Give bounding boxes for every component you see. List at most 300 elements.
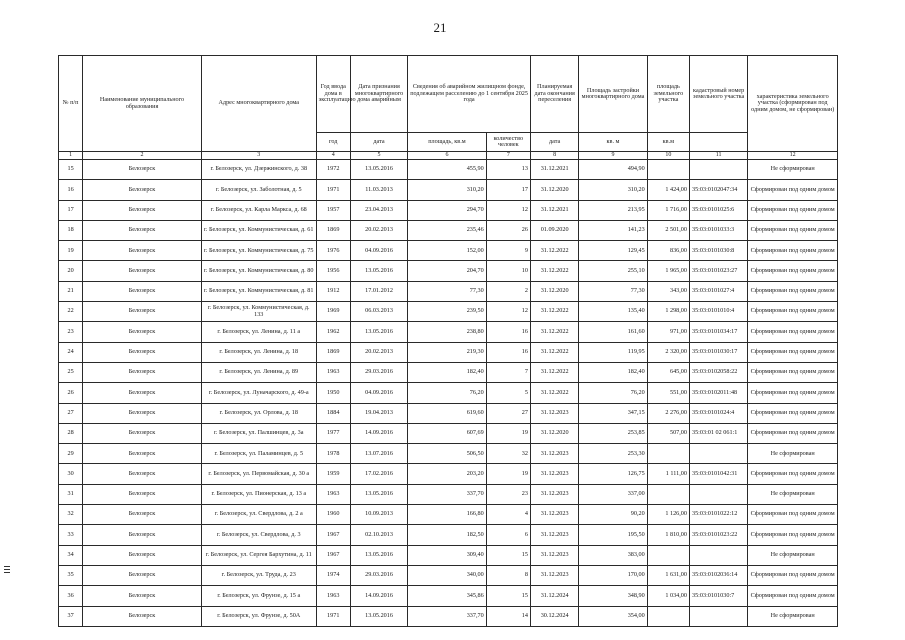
row-number: 37 (59, 606, 83, 626)
table-row (59, 180, 838, 200)
recognition-date-cell: 29.03.2016 (350, 565, 407, 585)
planned-date-cell: 31.12.2021 (530, 160, 578, 180)
column-number: 3 (201, 152, 316, 160)
table-row (59, 505, 838, 525)
table-row (59, 362, 838, 382)
municipality-cell: Белозерск (83, 160, 202, 180)
people-cell: 14 (486, 606, 530, 626)
column-number: 5 (350, 152, 407, 160)
recognition-date-cell: 13.07.2016 (350, 444, 407, 464)
status-cell: Сформирован под одним домом (748, 423, 838, 443)
header-recognition: Дата признания многоквартирного дома аварийным (350, 56, 407, 133)
year-cell: 1912 (316, 281, 350, 301)
people-cell: 16 (486, 322, 530, 342)
year-cell: 1960 (316, 505, 350, 525)
municipality-cell: Белозерск (83, 586, 202, 606)
header-characteristic: характеристика земельного участка (сформирован под одним домом, не сформирован) (748, 56, 838, 152)
planned-date-cell: 31.12.2021 (530, 200, 578, 220)
built-area-cell: 213,95 (579, 200, 647, 220)
planned-date-cell: 31.12.2020 (530, 180, 578, 200)
land-area-cell: 1 424,00 (647, 180, 689, 200)
people-cell: 4 (486, 505, 530, 525)
built-area-cell: 255,10 (579, 261, 647, 281)
cadastral-cell: 35:03:0102047:34 (689, 180, 747, 200)
area-cell: 219,30 (408, 342, 487, 362)
column-number: 9 (579, 152, 647, 160)
row-number: 32 (59, 505, 83, 525)
cadastral-cell: 35:03:0101025:6 (689, 200, 747, 220)
land-area-cell (647, 160, 689, 180)
emergency-housing-table (58, 55, 838, 627)
people-cell: 7 (486, 362, 530, 382)
subheader-empty (689, 133, 747, 152)
column-number: 1 (59, 152, 83, 160)
municipality-cell: Белозерск (83, 484, 202, 504)
address-cell: г. Белозерск, ул. Палшинцев, д. 3а (201, 423, 316, 443)
area-cell: 238,80 (408, 322, 487, 342)
people-cell: 2 (486, 281, 530, 301)
cadastral-cell: 35:03:0101024:4 (689, 403, 747, 423)
recognition-date-cell: 06.03.2013 (350, 302, 407, 322)
built-area-cell: 310,20 (579, 180, 647, 200)
address-cell: г. Белозерск, ул. Дзержинского, д. 38 (201, 160, 316, 180)
land-area-cell: 343,00 (647, 281, 689, 301)
planned-date-cell: 31.12.2022 (530, 342, 578, 362)
built-area-cell: 161,60 (579, 322, 647, 342)
cadastral-cell: 35:03:0102036:14 (689, 565, 747, 585)
address-cell: г. Белозерск, ул. Коммунистическая, д. 75 (201, 241, 316, 261)
status-cell: Сформирован под одним домом (748, 342, 838, 362)
built-area-cell: 182,40 (579, 362, 647, 382)
cadastral-cell: 35:03:0101010:4 (689, 302, 747, 322)
land-area-cell: 507,00 (647, 423, 689, 443)
column-number: 7 (486, 152, 530, 160)
recognition-date-cell: 20.02.2013 (350, 342, 407, 362)
built-area-cell: 354,00 (579, 606, 647, 626)
municipality-cell: Белозерск (83, 322, 202, 342)
status-cell: Сформирован под одним домом (748, 362, 838, 382)
municipality-cell: Белозерск (83, 241, 202, 261)
status-cell: Сформирован под одним домом (748, 322, 838, 342)
address-cell: г. Белозерск, ул. Ленина, д. 89 (201, 362, 316, 382)
table-row (59, 281, 838, 301)
land-area-cell: 1 810,00 (647, 525, 689, 545)
year-cell: 1976 (316, 241, 350, 261)
table-row (59, 525, 838, 545)
land-area-cell: 1 716,00 (647, 200, 689, 220)
column-number: 11 (689, 152, 747, 160)
status-cell: Не сформирован (748, 444, 838, 464)
year-cell: 1956 (316, 261, 350, 281)
municipality-cell: Белозерск (83, 423, 202, 443)
built-area-cell: 76,20 (579, 383, 647, 403)
area-cell: 619,60 (408, 403, 487, 423)
row-number: 34 (59, 545, 83, 565)
subheader-people: количество человек (486, 133, 530, 152)
year-cell: 1962 (316, 322, 350, 342)
column-number: 8 (530, 152, 578, 160)
year-cell: 1971 (316, 180, 350, 200)
recognition-date-cell: 13.05.2016 (350, 322, 407, 342)
planned-date-cell: 31.12.2023 (530, 545, 578, 565)
table-row (59, 545, 838, 565)
cadastral-cell: 35:03:0101030:17 (689, 342, 747, 362)
area-cell: 76,20 (408, 383, 487, 403)
cadastral-cell: 35:03:0101034:17 (689, 322, 747, 342)
built-area-cell: 253,85 (579, 423, 647, 443)
row-number: 19 (59, 241, 83, 261)
address-cell: г. Белозерск, ул. Свердлова, д. 2 а (201, 505, 316, 525)
municipality-cell: Белозерск (83, 505, 202, 525)
planned-date-cell: 01.09.2020 (530, 220, 578, 240)
built-area-cell: 195,50 (579, 525, 647, 545)
area-cell: 166,80 (408, 505, 487, 525)
status-cell: Сформирован под одним домом (748, 403, 838, 423)
built-area-cell: 383,00 (579, 545, 647, 565)
header-municipality: Наименование муниципального образования (83, 56, 202, 152)
area-cell: 294,70 (408, 200, 487, 220)
cadastral-cell: 35:03:0101023:22 (689, 525, 747, 545)
address-cell: г. Белозерск, ул. Орлова, д. 18 (201, 403, 316, 423)
status-cell: Сформирован под одним домом (748, 464, 838, 484)
land-area-cell: 2 320,00 (647, 342, 689, 362)
people-cell: 6 (486, 525, 530, 545)
column-number: 6 (408, 152, 487, 160)
row-number: 22 (59, 302, 83, 322)
row-number: 17 (59, 200, 83, 220)
recognition-date-cell: 11.03.2013 (350, 180, 407, 200)
address-cell: г. Белозерск, ул. Свердлова, д. 3 (201, 525, 316, 545)
address-cell: г. Белозерск, ул. Сергея Бархутина, д. 11 (201, 545, 316, 565)
municipality-cell: Белозерск (83, 220, 202, 240)
cadastral-cell: 35:03:0101030:8 (689, 241, 747, 261)
municipality-cell: Белозерск (83, 281, 202, 301)
header-year: Год ввода дома в эксплуатацию (316, 56, 350, 133)
land-area-cell: 645,00 (647, 362, 689, 382)
planned-date-cell: 31.12.2022 (530, 302, 578, 322)
land-area-cell: 2 501,00 (647, 220, 689, 240)
municipality-cell: Белозерск (83, 261, 202, 281)
table-row (59, 565, 838, 585)
subheader-year: год (316, 133, 350, 152)
area-cell: 182,50 (408, 525, 487, 545)
built-area-cell: 337,00 (579, 484, 647, 504)
municipality-cell: Белозерск (83, 180, 202, 200)
recognition-date-cell: 13.05.2016 (350, 160, 407, 180)
built-area-cell: 129,45 (579, 241, 647, 261)
row-number: 15 (59, 160, 83, 180)
recognition-date-cell: 14.09.2016 (350, 423, 407, 443)
year-cell: 1967 (316, 525, 350, 545)
header-land-area: площадь земельного участка (647, 56, 689, 133)
municipality-cell: Белозерск (83, 362, 202, 382)
people-cell: 15 (486, 586, 530, 606)
area-cell: 239,50 (408, 302, 487, 322)
land-area-cell (647, 545, 689, 565)
row-number: 36 (59, 586, 83, 606)
cadastral-cell: 35:03:0101042:31 (689, 464, 747, 484)
municipality-cell: Белозерск (83, 302, 202, 322)
cadastral-cell (689, 606, 747, 626)
status-cell: Сформирован под одним домом (748, 383, 838, 403)
status-cell: Сформирован под одним домом (748, 220, 838, 240)
planned-date-cell: 31.12.2020 (530, 423, 578, 443)
row-number: 23 (59, 322, 83, 342)
planned-date-cell: 31.12.2022 (530, 261, 578, 281)
year-cell: 1967 (316, 545, 350, 565)
address-cell: г. Белозерск, ул. Фрунзе, д. 15 а (201, 586, 316, 606)
cadastral-cell: 35:03:0101033:3 (689, 220, 747, 240)
header-cadastral: кадастровый номер земельного участка (689, 56, 747, 133)
recognition-date-cell: 04.09.2016 (350, 383, 407, 403)
status-cell: Не сформирован (748, 606, 838, 626)
table-row (59, 383, 838, 403)
year-cell: 1959 (316, 464, 350, 484)
table-row (59, 241, 838, 261)
address-cell: г. Белозерск, ул. Ленина, д. 18 (201, 342, 316, 362)
status-cell: Не сформирован (748, 160, 838, 180)
planned-date-cell: 31.12.2022 (530, 362, 578, 382)
cadastral-cell: 35:03:0101023:27 (689, 261, 747, 281)
land-area-cell: 551,00 (647, 383, 689, 403)
recognition-date-cell: 29.03.2016 (350, 362, 407, 382)
row-number: 24 (59, 342, 83, 362)
people-cell: 23 (486, 484, 530, 504)
status-cell: Сформирован под одним домом (748, 200, 838, 220)
recognition-date-cell: 14.09.2016 (350, 586, 407, 606)
land-area-cell: 1 126,00 (647, 505, 689, 525)
land-area-cell: 1 631,00 (647, 565, 689, 585)
area-cell: 340,00 (408, 565, 487, 585)
status-cell: Сформирован под одним домом (748, 586, 838, 606)
status-cell: Сформирован под одним домом (748, 180, 838, 200)
row-number: 21 (59, 281, 83, 301)
people-cell: 15 (486, 545, 530, 565)
built-area-cell: 494,90 (579, 160, 647, 180)
people-cell: 10 (486, 261, 530, 281)
header-num: № п/п (59, 56, 83, 152)
people-cell: 8 (486, 565, 530, 585)
built-area-cell: 141,23 (579, 220, 647, 240)
table-row (59, 484, 838, 504)
table-row (59, 160, 838, 180)
recognition-date-cell: 23.04.2013 (350, 200, 407, 220)
row-number: 29 (59, 444, 83, 464)
cadastral-cell (689, 160, 747, 180)
land-area-cell (647, 484, 689, 504)
area-cell: 152,00 (408, 241, 487, 261)
table-row (59, 464, 838, 484)
area-cell: 203,20 (408, 464, 487, 484)
address-cell: г. Белозерск, ул. Ленина, д. 11 а (201, 322, 316, 342)
planned-date-cell: 31.12.2023 (530, 525, 578, 545)
column-number: 4 (316, 152, 350, 160)
municipality-cell: Белозерск (83, 403, 202, 423)
address-cell: г. Белозерск, ул. Труда, д. 23 (201, 565, 316, 585)
status-cell: Не сформирован (748, 545, 838, 565)
row-number: 35 (59, 565, 83, 585)
recognition-date-cell: 19.04.2013 (350, 403, 407, 423)
year-cell: 1963 (316, 484, 350, 504)
built-area-cell: 253,30 (579, 444, 647, 464)
people-cell: 19 (486, 464, 530, 484)
recognition-date-cell: 13.05.2016 (350, 261, 407, 281)
planned-date-cell: 30.12.2024 (530, 606, 578, 626)
people-cell: 9 (486, 241, 530, 261)
address-cell: г. Белозерск, ул. Карла Маркса, д. 68 (201, 200, 316, 220)
cadastral-cell: 35:03:0101022:12 (689, 505, 747, 525)
people-cell: 17 (486, 180, 530, 200)
address-cell: г. Белозерск, ул. Коммунистическая, д. 80 (201, 261, 316, 281)
planned-date-cell: 31.12.2023 (530, 444, 578, 464)
column-number: 12 (748, 152, 838, 160)
status-cell: Сформирован под одним домом (748, 302, 838, 322)
row-number: 18 (59, 220, 83, 240)
table-row (59, 200, 838, 220)
table-row (59, 220, 838, 240)
recognition-date-cell: 13.05.2016 (350, 606, 407, 626)
land-area-cell (647, 606, 689, 626)
cadastral-cell: 35:03:0102011:48 (689, 383, 747, 403)
status-cell: Сформирован под одним домом (748, 241, 838, 261)
people-cell: 12 (486, 302, 530, 322)
year-cell: 1869 (316, 342, 350, 362)
built-area-cell: 170,00 (579, 565, 647, 585)
address-cell: г. Белозерск, ул. Заболотная, д. 5 (201, 180, 316, 200)
cadastral-cell: 35:03:0101030:7 (689, 586, 747, 606)
header-built-area: Площадь застройки многоквартирного дома (579, 56, 647, 133)
year-cell: 1974 (316, 565, 350, 585)
people-cell: 5 (486, 383, 530, 403)
planned-date-cell: 31.12.2024 (530, 586, 578, 606)
planned-date-cell: 31.12.2023 (530, 403, 578, 423)
municipality-cell: Белозерск (83, 342, 202, 362)
land-area-cell: 971,00 (647, 322, 689, 342)
planned-date-cell: 31.12.2023 (530, 484, 578, 504)
built-area-cell: 135,40 (579, 302, 647, 322)
address-cell: г. Белозерск, ул. Паламинцев, д. 5 (201, 444, 316, 464)
municipality-cell: Белозерск (83, 464, 202, 484)
table-row (59, 606, 838, 626)
year-cell: 1963 (316, 586, 350, 606)
year-cell: 1884 (316, 403, 350, 423)
area-cell: 607,69 (408, 423, 487, 443)
area-cell: 182,40 (408, 362, 487, 382)
people-cell: 13 (486, 160, 530, 180)
row-number: 30 (59, 464, 83, 484)
municipality-cell: Белозерск (83, 606, 202, 626)
year-cell: 1950 (316, 383, 350, 403)
table-row (59, 342, 838, 362)
people-cell: 16 (486, 342, 530, 362)
area-cell: 337,70 (408, 606, 487, 626)
municipality-cell: Белозерск (83, 525, 202, 545)
cadastral-cell (689, 545, 747, 565)
table-row (59, 423, 838, 443)
area-cell: 455,90 (408, 160, 487, 180)
row-number: 27 (59, 403, 83, 423)
page-number: 21 (433, 20, 447, 35)
column-number: 2 (83, 152, 202, 160)
subheader-date2: дата (530, 133, 578, 152)
status-cell: Не сформирован (748, 484, 838, 504)
subheader-area: площадь, кв.м (408, 133, 487, 152)
row-number: 26 (59, 383, 83, 403)
recognition-date-cell: 02.10.2013 (350, 525, 407, 545)
year-cell: 1963 (316, 362, 350, 382)
area-cell: 310,20 (408, 180, 487, 200)
recognition-date-cell: 04.09.2016 (350, 241, 407, 261)
people-cell: 32 (486, 444, 530, 464)
built-area-cell: 348,90 (579, 586, 647, 606)
cadastral-cell (689, 484, 747, 504)
area-cell: 204,70 (408, 261, 487, 281)
area-cell: 235,46 (408, 220, 487, 240)
municipality-cell: Белозерск (83, 545, 202, 565)
built-area-cell: 347,15 (579, 403, 647, 423)
header-address: Адрес многоквартирного дома (201, 56, 316, 152)
year-cell: 1957 (316, 200, 350, 220)
recognition-date-cell: 10.09.2013 (350, 505, 407, 525)
year-cell: 1978 (316, 444, 350, 464)
people-cell: 27 (486, 403, 530, 423)
planned-date-cell: 31.12.2022 (530, 322, 578, 342)
municipality-cell: Белозерск (83, 200, 202, 220)
people-cell: 26 (486, 220, 530, 240)
planned-date-cell: 31.12.2022 (530, 241, 578, 261)
land-area-cell: 1 111,00 (647, 464, 689, 484)
area-cell: 77,30 (408, 281, 487, 301)
header-info: Сведения об аварийном жилищном фонде, подлежащем расселению до 1 сентября 2025 года (408, 56, 531, 133)
row-number: 16 (59, 180, 83, 200)
row-number: 20 (59, 261, 83, 281)
table-row (59, 261, 838, 281)
recognition-date-cell: 20.02.2013 (350, 220, 407, 240)
margin-marks (4, 566, 10, 575)
municipality-cell: Белозерск (83, 565, 202, 585)
address-cell: г. Белозерск, ул. Коммунистическая, д. 61 (201, 220, 316, 240)
planned-date-cell: 31.12.2023 (530, 464, 578, 484)
recognition-date-cell: 13.05.2016 (350, 545, 407, 565)
planned-date-cell: 31.12.2020 (530, 281, 578, 301)
address-cell: г. Белозерск, ул. Коммунистическая, д. 133 (201, 302, 316, 322)
people-cell: 19 (486, 423, 530, 443)
land-area-cell: 2 276,00 (647, 403, 689, 423)
cadastral-cell: 35:03:01 02 061:1 (689, 423, 747, 443)
table-row (59, 302, 838, 322)
subheader-sqm: кв. м (579, 133, 647, 152)
year-cell: 1972 (316, 160, 350, 180)
built-area-cell: 90,20 (579, 505, 647, 525)
recognition-date-cell: 17.01.2012 (350, 281, 407, 301)
address-cell: г. Белозерск, ул. Луначарского, д. 49-а (201, 383, 316, 403)
land-area-cell: 1 965,00 (647, 261, 689, 281)
land-area-cell: 836,00 (647, 241, 689, 261)
row-number: 25 (59, 362, 83, 382)
table-row (59, 444, 838, 464)
planned-date-cell: 31.12.2022 (530, 383, 578, 403)
land-area-cell (647, 444, 689, 464)
people-cell: 12 (486, 200, 530, 220)
status-cell: Сформирован под одним домом (748, 281, 838, 301)
subheader-sqm2: кв.м (647, 133, 689, 152)
row-number: 33 (59, 525, 83, 545)
row-number: 31 (59, 484, 83, 504)
column-number: 10 (647, 152, 689, 160)
status-cell: Сформирован под одним домом (748, 505, 838, 525)
table-row (59, 322, 838, 342)
area-cell: 506,50 (408, 444, 487, 464)
